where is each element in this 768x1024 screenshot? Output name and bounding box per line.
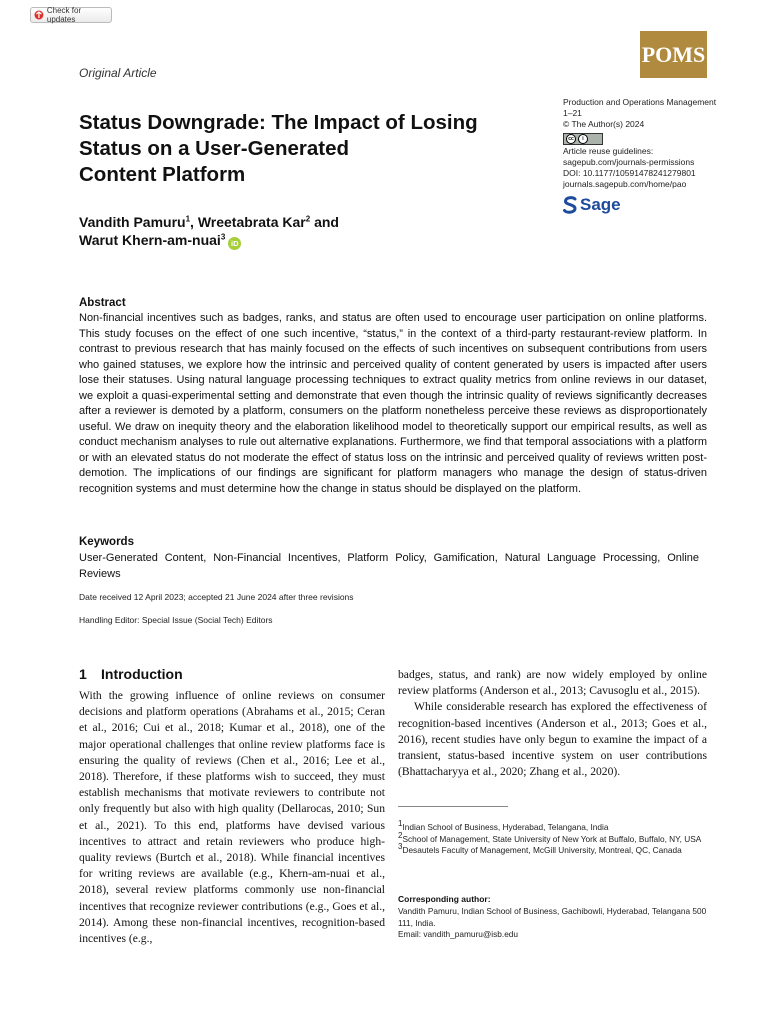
separator: , [190, 214, 194, 230]
title-line: Status on a User-Generated [79, 137, 349, 160]
intro-left-column: With the growing influence of online reviews on consumer decisions and platform operations (Abrahams et al., 2015; Ceran et al., 2016; Cui et al., 2018; Kumar et al., 2018), one of the major operational challenges that online review platforms face is ensuring the quality of reviews (Chen et al., 2016; Lee et al., 2018). Therefore, if these platforms wish to succeed, they must establish mechanisms that motivate reviewers to contribute not only frequently but also with high quality (Dellarocas, 2010; Sun et al., 2021). To this end, platforms have devised various incentives to attract and retain reviewers who produce high-quality reviews (Burtch et al., 2018). While financial incentives for writing reviews are available (e.g., Khern-am-nuai et al., 2018), several review platforms commonly use non-financial incentives that recognize reviewer contributions (e.g., Goes et al., 2014). Among these non-financial incentives, recognition-based incentives (e.g., [79, 689, 385, 946]
affiliation-marker: 2 [398, 830, 403, 840]
poms-logo: POMS [640, 31, 707, 78]
reuse-link[interactable]: sagepub.com/journals-permissions [563, 156, 695, 167]
affiliation-item [398, 819, 708, 834]
reuse-label: Article reuse guidelines: [563, 145, 654, 156]
affiliation-text: Desautels Faculty of Management, McGill University, Montreal, QC, Canada [402, 845, 682, 856]
corresponding-author-details [398, 906, 708, 941]
doi[interactable]: DOI: 10.1177/10591478241279801 [563, 168, 696, 179]
author-name: Wreetabrata Kar [197, 214, 306, 230]
page-range: 1–21 [563, 108, 582, 119]
check-for-updates-button[interactable] [30, 7, 112, 23]
intro-right-column [398, 667, 707, 780]
affiliation-marker: 3 [398, 842, 403, 852]
paper-title [79, 110, 529, 188]
affiliation-item [398, 830, 708, 846]
article-type: Original Article [79, 66, 157, 80]
author-conjunction: and [314, 214, 339, 230]
affiliation-marker: 3 [220, 232, 226, 242]
journal-name: Production and Operations Management [563, 97, 717, 107]
affiliation-text: School of Management, State University of New York at Buffalo, Buffalo, NY, USA [402, 833, 702, 844]
sage-s-icon [563, 196, 577, 214]
creative-commons-icon[interactable] [563, 133, 603, 145]
section-heading-introduction [79, 666, 183, 682]
paragraph: badges, status, and rank) are now widely employed by online review platforms (Anderson et al., 2013; Cavusoglu et al., 2015). [398, 668, 707, 698]
corresponding-author-heading: Corresponding author: [398, 894, 491, 904]
by-icon: i [578, 134, 588, 144]
affiliation-marker: 1 [398, 819, 403, 829]
abstract-text: Non-financial incentives such as badges, ranks, and status are often used to encourage user participation on online platforms. This study focuses on the effect of one such incentive, “status,” in the context of a third-party restaurant-review platform. In contrast to previous research that has mainly focused on the effects of such incentives on subsequent contributions from users who gained statuses, we explore how the intrinsic and perceived quality of content generated by users is impacted after users lose their statuses. Using natural language processing techniques to extract quality metrics from online reviews in our dataset, we exploit a quasi-experimental setting and demonstrate that even though the intrinsic quality of reviews significantly decreases after a reviewer is demoted by a platform, consumers on the platform nonetheless perceive these reviews as disproportionately useful. We draw on inequity theory and the elaboration likelihood model to theoretically support our empirical results, as well as conduct mechanism analyses to rule out alternative explanations. Furthermore, we find that temporal associations with a platform or with an elevated status do not moderate the effect of status loss on the intrinsic and perceived quality of reviews written post-demotion. The implications of our findings are significant for platform managers who manage the design of status-driven recognition systems and must determine how the change in status should be displayed on the platform. [79, 312, 707, 495]
keywords-heading: Keywords [79, 536, 134, 548]
paragraph: While considerable research has explored the effectiveness of recognition-based incentives (Anderson et al., 2013; Goes et al., 2016), recent studies have only begun to examine the impact of a transient, status-based incentive system on user contributions (Bhattacharyya et al., 2020; Zhang et al., 2020). [398, 700, 707, 779]
affiliations [398, 819, 708, 857]
orcid-icon[interactable]: iD [228, 237, 241, 250]
author-list [79, 213, 399, 250]
author-name: Warut Khern-am-nuai [79, 232, 221, 248]
affiliation-item [398, 842, 708, 857]
affiliation-marker: 1 [185, 214, 191, 224]
check-updates-icon [34, 10, 44, 20]
section-number: 1 [79, 666, 87, 682]
title-line: Content Platform [79, 163, 246, 186]
publisher-name: Sage [580, 195, 621, 214]
section-title: Introduction [101, 666, 183, 682]
copyright: © The Author(s) 2024 [563, 119, 645, 130]
received-accepted-dates: Date received 12 April 2023; accepted 21 June 2024 after three revisions [79, 592, 354, 602]
footnote-divider [398, 806, 508, 807]
handling-editor: Handling Editor: Special Issue (Social Tech) Editors [79, 615, 273, 625]
affiliation-text: Indian School of Business, Hyderabad, Telangana, India [402, 822, 609, 832]
corresponding-email[interactable]: Email: vandith_pamuru@isb.edu [398, 929, 519, 940]
abstract-heading: Abstract [79, 297, 126, 309]
check-updates-label: Check for updates [46, 6, 82, 24]
sage-logo [563, 195, 621, 215]
keywords-text: User-Generated Content, Non-Financial Incentives, Platform Policy, Gamification, Natural Language Processing, Online Reviews [79, 552, 699, 580]
journal-metadata [563, 97, 723, 190]
journal-homepage-link[interactable]: journals.sagepub.com/home/pao [563, 179, 687, 190]
author-name: Vandith Pamuru [79, 214, 186, 230]
title-line: Status Downgrade: The Impact of Losing [79, 111, 478, 134]
corresponding-address: Vandith Pamuru, Indian School of Business, Gachibowli, Hyderabad, Telangana 500 111, India. [398, 906, 707, 928]
affiliation-marker: 2 [305, 214, 311, 224]
cc-icon: cc [566, 134, 576, 144]
